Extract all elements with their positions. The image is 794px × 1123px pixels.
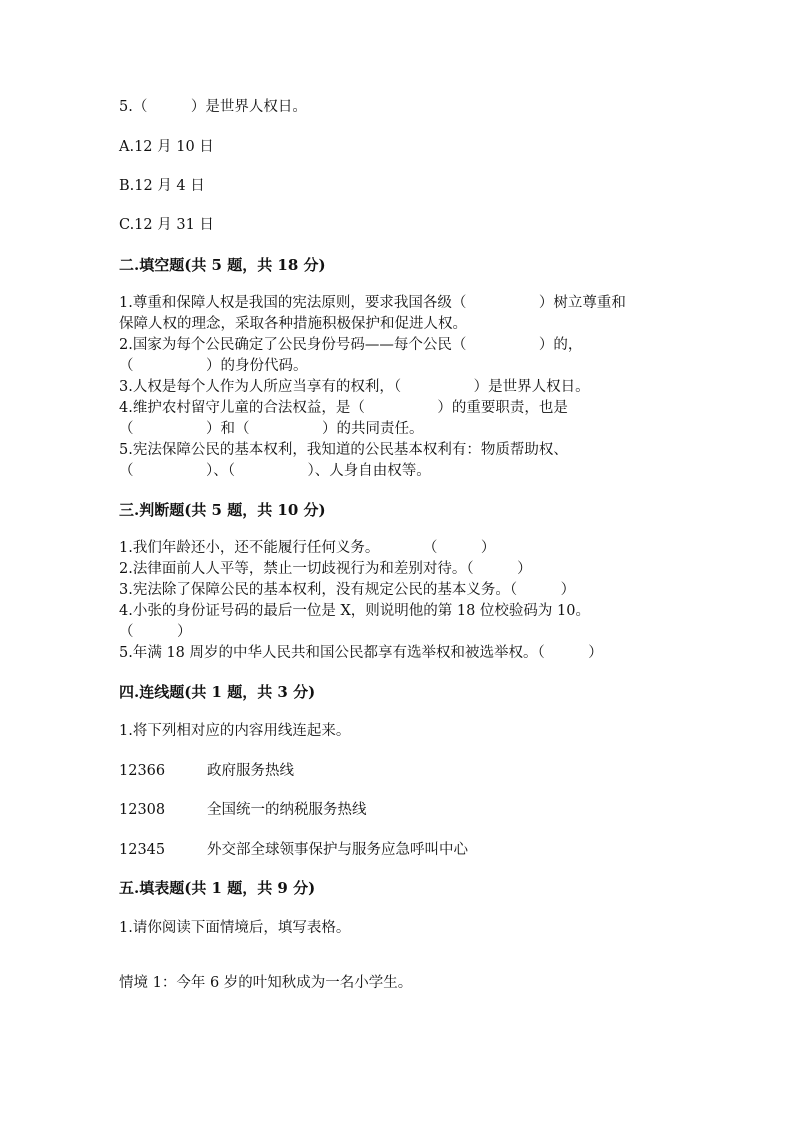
matching-heading: 四.连线题(共 1 题，共 3 分) bbox=[119, 683, 316, 701]
matching-code: 12345 bbox=[119, 842, 166, 858]
fill-in-line: （ ）和（ ）的共同责任。 bbox=[119, 421, 424, 437]
judge-line: 1.我们年龄还小，还不能履行任何义务。 （ ） bbox=[119, 540, 496, 556]
matching-code: 12308 bbox=[119, 802, 166, 818]
matching-service: 全国统一的纳税服务热线 bbox=[207, 802, 367, 818]
judge-heading: 三.判断题(共 5 题，共 10 分) bbox=[119, 501, 326, 519]
fill-in-line: （ ）、（ ）、人身自由权等。 bbox=[119, 463, 431, 479]
judge-line: 4.小张的身份证号码的最后一位是 X，则说明他的第 18 位校验码为 10。 bbox=[119, 603, 590, 619]
scenario-text: 情境 1：今年 6 岁的叶知秋成为一名小学生。 bbox=[119, 975, 413, 991]
fill-in-line: 3.人权是每个人作为人所应当享有的权利，（ ）是世界人权日。 bbox=[119, 379, 590, 395]
fill-in-line: 5.宪法保障公民的基本权利，我知道的公民基本权利有：物质帮助权、 bbox=[119, 442, 568, 458]
q5-stem: 5.（ ）是世界人权日。 bbox=[119, 99, 307, 115]
judge-line: 2.法律面前人人平等，禁止一切歧视行为和差别对待。（ ） bbox=[119, 561, 532, 577]
fill-in-line: 1.尊重和保障人权是我国的宪法原则，要求我国各级（ ）树立尊重和 bbox=[119, 295, 626, 311]
fill-in-line: 保障人权的理念，采取各种措施积极保护和促进人权。 bbox=[119, 316, 467, 332]
fill-in-line: 2.国家为每个公民确定了公民身份号码——每个公民（ ）的， bbox=[119, 337, 583, 353]
fill-in-line: （ ）的身份代码。 bbox=[119, 358, 308, 374]
matching-service: 外交部全球领事保护与服务应急呼叫中心 bbox=[207, 842, 468, 858]
matching-service: 政府服务热线 bbox=[207, 763, 294, 779]
matching-code: 12366 bbox=[119, 763, 166, 779]
q5-option-b: B.12 月 4 日 bbox=[119, 178, 205, 194]
q5-option-c: C.12 月 31 日 bbox=[119, 217, 214, 233]
judge-line: 5.年满 18 周岁的中华人民共和国公民都享有选举权和被选举权。（ ） bbox=[119, 645, 603, 661]
judge-line: 3.宪法除了保障公民的基本权利，没有规定公民的基本义务。（ ） bbox=[119, 582, 576, 598]
judge-line: （ ） bbox=[119, 624, 192, 640]
q5-option-a: A.12 月 10 日 bbox=[119, 139, 214, 155]
fill-in-heading: 二.填空题(共 5 题，共 18 分) bbox=[119, 256, 326, 274]
fill-in-line: 4.维护农村留守儿童的合法权益，是（ ）的重要职责，也是 bbox=[119, 400, 568, 416]
matching-instruction: 1.将下列相对应的内容用线连起来。 bbox=[119, 723, 351, 739]
table-fill-instruction: 1.请你阅读下面情境后，填写表格。 bbox=[119, 920, 351, 936]
table-fill-heading: 五.填表题(共 1 题，共 9 分) bbox=[119, 879, 316, 897]
